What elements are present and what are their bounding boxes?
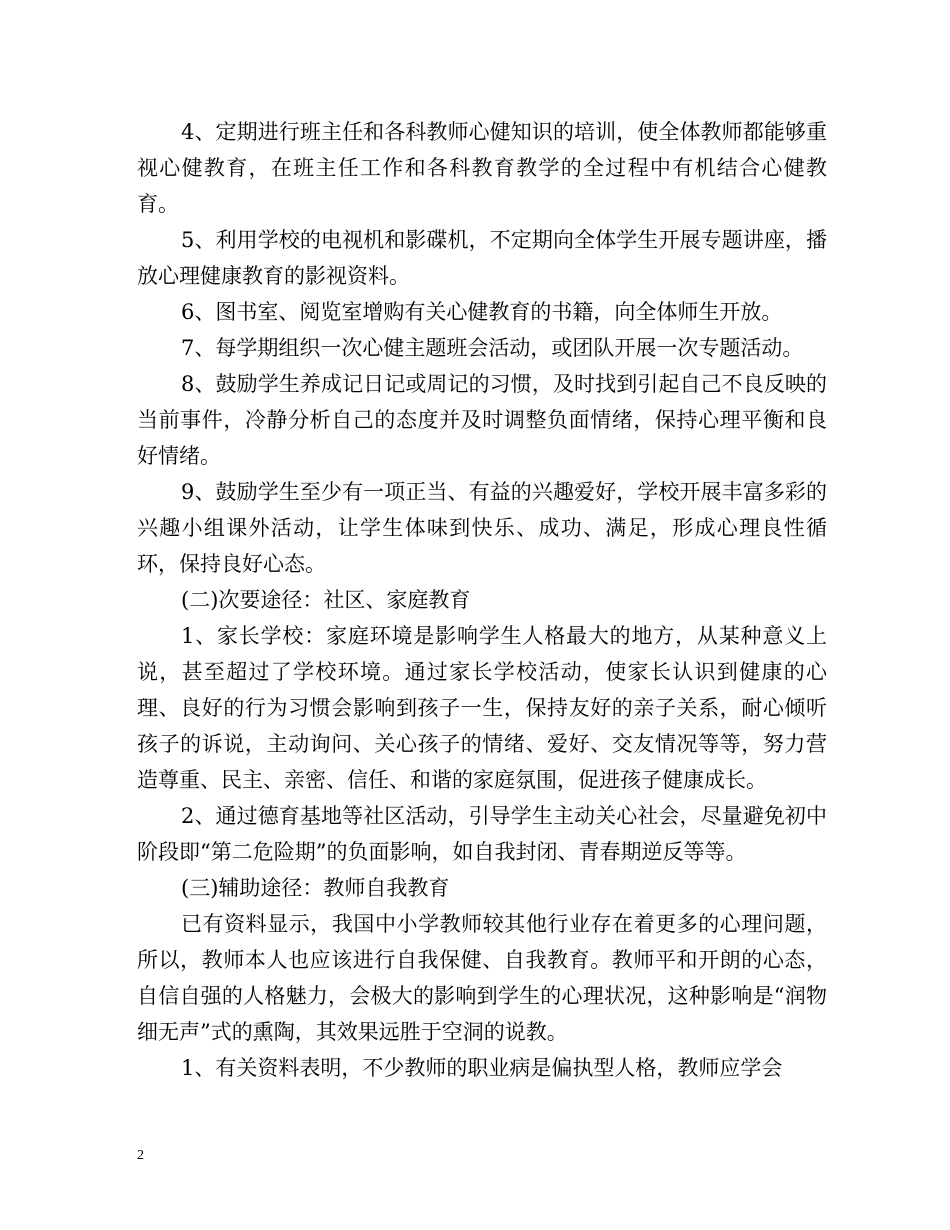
document-body	[137, 114, 827, 1086]
paragraph-item-6: 6、图书室、阅览室增购有关心健教育的书籍，向全体师生开放。	[181, 300, 783, 324]
paragraph-item-7: 7、每学期组织一次心健主题班会活动，或团队开展一次专题活动。	[181, 336, 804, 360]
section-heading-secondary: (二)次要途径：社区、家庭教育	[181, 588, 471, 612]
paragraph-item-9: 9、鼓励学生至少有一项正当、有益的兴趣爱好，学校开展丰富多彩的兴趣小组课外活动，让学生体味到快乐、成功、满足，形成心理良性循环，保持良好心态。	[137, 480, 827, 576]
paragraph-teacher-intro: 已有资料显示，我国中小学教师较其他行业存在着更多的心理问题，所以，教师本人也应该进行自我保健、自我教育。教师平和开朗的心态，自信自强的人格魅力，会极大的影响到学生的心理状况，这种影响是“润物细无声”式的熏陶，其效果远胜于空洞的说教。	[137, 912, 827, 1044]
paragraph-item-8: 8、鼓励学生养成记日记或周记的习惯，及时找到引起自己不良反映的当前事件，冷静分析自己的态度并及时调整负面情绪，保持心理平衡和良好情绪。	[137, 372, 827, 468]
paragraph-community: 2、通过德育基地等社区活动，引导学生主动关心社会，尽量避免初中阶段即“第二危险期”的负面影响，如自我封闭、青春期逆反等等。	[137, 804, 827, 864]
paragraph-item-4: 4、定期进行班主任和各科教师心健知识的培训，使全体教师都能够重视心健教育，在班主任工作和各科教育教学的全过程中有机结合心健教育。	[137, 120, 827, 216]
paragraph-teacher-item-1: 1、有关资料表明，不少教师的职业病是偏执型人格，教师应学会	[181, 1056, 783, 1080]
paragraph-item-5: 5、利用学校的电视机和影碟机，不定期向全体学生开展专题讲座，播放心理健康教育的影视资料。	[137, 228, 827, 288]
page-number: 2	[137, 1148, 144, 1163]
section-heading-auxiliary: (三)辅助途径：教师自我教育	[181, 876, 450, 900]
paragraph-parent-school: 1、家长学校：家庭环境是影响学生人格最大的地方，从某种意义上说，甚至超过了学校环境。通过家长学校活动，使家长认识到健康的心理、良好的行为习惯会影响到孩子一生，保持友好的亲子关系，耐心倾听孩子的诉说，主动询问、关心孩子的情绪、爱好、交友情况等等，努力营造尊重、民主、亲密、信任、和谐的家庭氛围，促进孩子健康成长。	[137, 624, 827, 792]
